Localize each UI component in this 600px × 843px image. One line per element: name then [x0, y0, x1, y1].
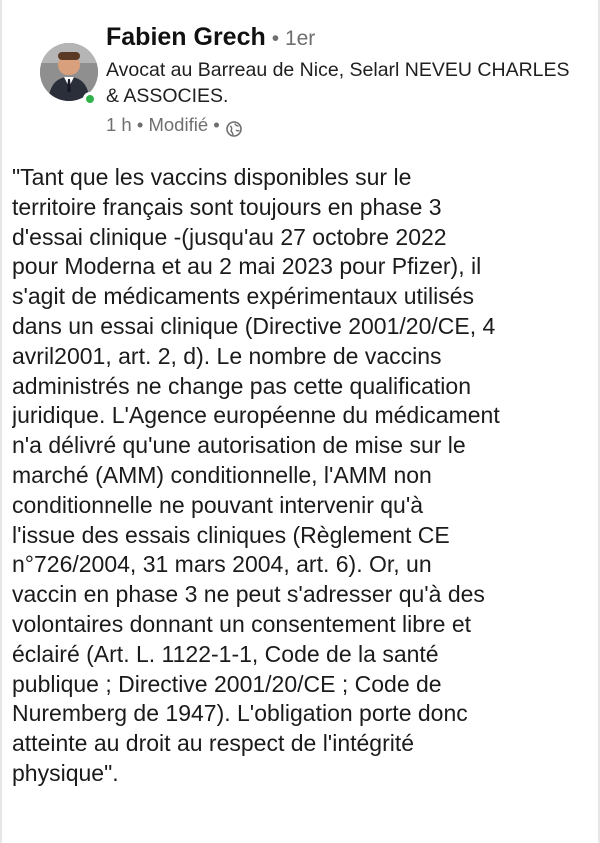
post-text-line: Nuremberg de 1947). L'obligation porte donc [12, 700, 468, 727]
post-text [12, 163, 600, 789]
author-headline: Avocat au Barreau de Nice, Selarl NEVEU CHARLES & ASSOCIES. [106, 59, 570, 107]
online-status-dot [83, 92, 97, 106]
post-text-line: "Tant que les vaccins disponibles sur le [12, 164, 412, 190]
post-text-line: atteinte au droit au respect de l'intégrité [12, 730, 415, 757]
author-meta [106, 18, 576, 138]
post-text-line: l'issue des essais cliniques (Règlement CE [12, 521, 450, 548]
post-text-line: territoire français sont toujours en phase 3 [12, 193, 442, 220]
post-text-line: n°726/2004, 31 mars 2004, art. 6). Or, un [12, 551, 432, 578]
post-text-line: juridique. L'Agence européenne du médicament [12, 402, 500, 429]
post-text-line: volontaires donnant un consentement libre et [12, 610, 472, 637]
post-text-line: administrés ne change pas cette qualification [12, 372, 472, 399]
post-text-line: éclairé (Art. L. 1122-1-1, Code de la santé [12, 640, 439, 667]
author-name-line [106, 18, 576, 56]
post-text-line: conditionnelle ne pouvant intervenir qu'à [12, 491, 424, 518]
post-text-line: vaccin en phase 3 ne peut s'adresser qu'à des [12, 581, 485, 608]
author-name[interactable]: Fabien Grech [106, 23, 266, 51]
post-text-line: s'agit de médicaments expérimentaux utilisés [12, 283, 475, 310]
post-text-line: publique ; Directive 2001/20/CE ; Code de [12, 670, 442, 697]
post-timestamp-line [106, 112, 576, 138]
post-header [40, 18, 580, 148]
post-text-line: dans un essai clinique (Directive 2001/20/CE, 4 [12, 312, 496, 339]
post-text-line: marché (AMM) conditionnelle, l'AMM non [12, 461, 432, 488]
globe-icon [226, 118, 242, 134]
post-text-line: physique". [12, 759, 119, 786]
post-text-line: d'essai clinique -(jusqu'au 27 octobre 2022 [12, 223, 447, 250]
connection-degree: • 1er [271, 27, 316, 50]
post-text-line: avril2001, art. 2, d). Le nombre de vaccins [12, 342, 442, 369]
post-text-line: n'a délivré qu'une autorisation de mise sur le [12, 432, 466, 459]
post-text-line: pour Moderna et au 2 mai 2023 pour Pfizer), il [12, 253, 482, 280]
post-timestamp: 1 h • Modifié • [106, 114, 220, 135]
